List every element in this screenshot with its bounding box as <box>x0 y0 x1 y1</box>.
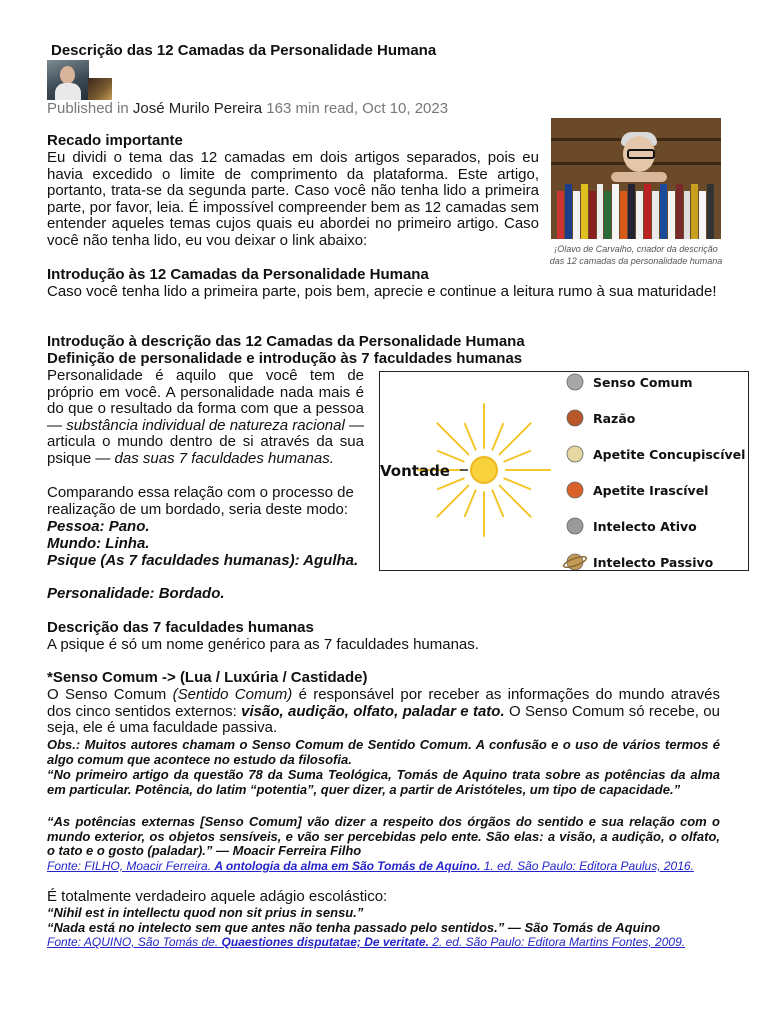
planet-icon <box>567 374 583 390</box>
sun-ray <box>492 490 503 516</box>
planet-icon <box>567 518 583 534</box>
recado-text: Eu dividi o tema das 12 camadas em dois artigos separados, pois eu havia excedido o limite de comprimento da plataforma. Este artigo, portanto, trata-se da segunda parte. Caso você não tenha lido a primeira parte, por favor, leia. É impossível compreender bem as 12 camadas sem entender aqueles temas cujos quais eu abordei no primeiro artigo. Caso você não tenha lido, eu vou deixar o link abaixo: <box>47 149 539 249</box>
fonte1-a: Fonte: FILHO, Moacir Ferreira. <box>47 859 215 873</box>
author-avatar[interactable] <box>47 60 89 100</box>
sun-ray <box>437 486 468 517</box>
faculdade-label: Razão <box>593 411 636 426</box>
fonte1-b: A ontologia da alma em São Tomás de Aquino. <box>214 859 481 873</box>
p1-part-c: — articula o mundo dentro de si através da sua psique — <box>47 416 365 467</box>
article-title: Descrição das 12 Camadas da Personalidade Humana <box>51 42 437 59</box>
bordado-paragraph: Comparando essa relação com o processo de realização de um bordado, seria deste modo: <box>47 484 354 518</box>
intro2-heading: Introdução à descrição das 12 Camadas da Personalidade Humana <box>47 333 525 350</box>
senso-p-c: é responsável por receber as informações do mundo através dos cinco sentidos externos: <box>47 686 720 720</box>
adagio-intro: É totalmente verdadeiro aquele adágio escolástico: <box>47 888 388 905</box>
list-psique: Psique (As 7 faculdades humanas): Agulha. <box>47 552 359 569</box>
vontade-label: Vontade <box>380 462 450 480</box>
p1-part-a: Personalidade é aquilo que você tem de próprio em você. A personalidade nada mais é do que o resultado da forma com que a pessoa — <box>47 367 364 434</box>
article-meta <box>47 100 448 117</box>
faculdades-diagram <box>379 371 749 571</box>
publication-avatar[interactable] <box>88 78 112 100</box>
faculdade-label: Apetite Concupiscível <box>593 447 746 462</box>
sun-ray <box>500 423 531 454</box>
faculdade-label: Senso Comum <box>593 375 693 390</box>
intro-heading: Introdução às 12 Camadas da Personalidade Humana <box>47 266 429 283</box>
faculdades-diagram-svg <box>380 372 748 570</box>
fonte2-b: Quaestiones disputatae; De veritate. <box>221 935 429 949</box>
sun-ray <box>504 478 530 489</box>
sun-icon <box>471 457 497 483</box>
fonte2-a: Fonte: AQUINO, São Tomás de. <box>47 935 222 949</box>
senso-heading: *Senso Comum -> (Lua / Luxúria / Castidade) <box>47 669 368 686</box>
intro-text: Caso você tenha lido a primeira parte, pois bem, aprecie e continue a leitura rumo à sua maturidade! <box>47 283 717 300</box>
fonte2-c: 2. ed. São Paulo: Editora Martins Fontes, 2009. <box>428 935 686 949</box>
senso-p-b: (Sentido Comum) <box>172 686 293 703</box>
obs-2: “No primeiro artigo da questão 78 da Suma Teológica, Tomás de Aquino trata sobre as potências da alma em particular. Potência, do latim “potentia”, quer dizer, a partir de Aristóteles, um tipo de capacidade.” <box>47 767 720 797</box>
fonte-aquino-link[interactable] <box>47 936 720 950</box>
olavo-photo <box>551 118 721 239</box>
sun-ray <box>437 423 468 454</box>
faculdade-label: Apetite Irascível <box>593 483 709 498</box>
photo-caption: ¡Olavo de Carvalho, criador da descrição das 12 camadas da personalidade humana <box>549 244 723 266</box>
sun-ray <box>465 424 476 450</box>
faculdades-text: A psique é só um nome genérico para as 7 faculdades humanas. <box>47 636 479 653</box>
p1-part-d: das suas 7 faculdades humanas. <box>114 449 334 467</box>
faculdade-label: Intelecto Ativo <box>593 519 697 534</box>
obs-1: Obs.: Muitos autores chamam o Senso Comum de Sentido Comum. A confusão e o uso de vários termos é algo comum que acontece no estudo da filosofia. <box>47 737 720 767</box>
fonte1-c: 1. ed. São Paulo: Editora Paulus, 2016. <box>480 859 694 873</box>
planet-icon <box>567 482 583 498</box>
meta-prefix: Published in <box>47 100 129 117</box>
list-mundo: Mundo: Linha. <box>47 535 150 552</box>
senso-p-e: O Senso Comum só recebe, ou seja, ele é uma faculdade passiva. <box>47 702 720 736</box>
list-pessoa: Pessoa: Pano. <box>47 518 150 535</box>
planet-icon <box>567 446 583 462</box>
meta-readtime-date: 163 min read, Oct 10, 2023 <box>266 100 449 117</box>
faculdades-heading: Descrição das 7 faculdades humanas <box>47 619 314 636</box>
senso-p-a: O Senso Comum <box>47 686 173 703</box>
sun-ray <box>492 424 503 450</box>
quote-aquino: “Nada está no intelecto sem que antes não tenha passado pelo sentidos.” — São Tomás de Aquino <box>47 920 661 935</box>
senso-p-d: visão, audição, olfato, paladar e tato. <box>241 702 505 720</box>
personalidade-paragraph <box>47 368 364 467</box>
sun-ray <box>504 451 530 462</box>
p1-part-b: substância individual de natureza racional <box>66 416 345 434</box>
sun-ray <box>500 486 531 517</box>
sun-ray <box>438 451 464 462</box>
planet-icon <box>567 410 583 426</box>
obs-3: “As potências externas [Senso Comum] vão dizer a respeito dos órgãos do sentido e sua relação com o mundo exterior, os objetos sensíveis, e vão ser percebidas pelo ente. São elas: a visão, a audição, o olfato, o tato e o gosto (paladar).” — Moacir Ferreira Filho <box>47 814 720 858</box>
list-personalidade: Personalidade: Bordado. <box>47 585 225 602</box>
sun-ray <box>438 478 464 489</box>
author-link[interactable]: José Murilo Pereira <box>132 100 263 117</box>
recado-heading: Recado importante <box>47 132 183 149</box>
senso-paragraph <box>47 687 720 737</box>
fonte-filho-link[interactable] <box>47 860 720 874</box>
faculdade-label: Intelecto Passivo <box>593 555 714 570</box>
quote-latin: “Nihil est in intellectu quod non sit prius in sensu.” <box>47 905 364 920</box>
definicao-heading: Definição de personalidade e introdução às 7 faculdades humanas <box>47 350 523 367</box>
sun-ray <box>465 490 476 516</box>
